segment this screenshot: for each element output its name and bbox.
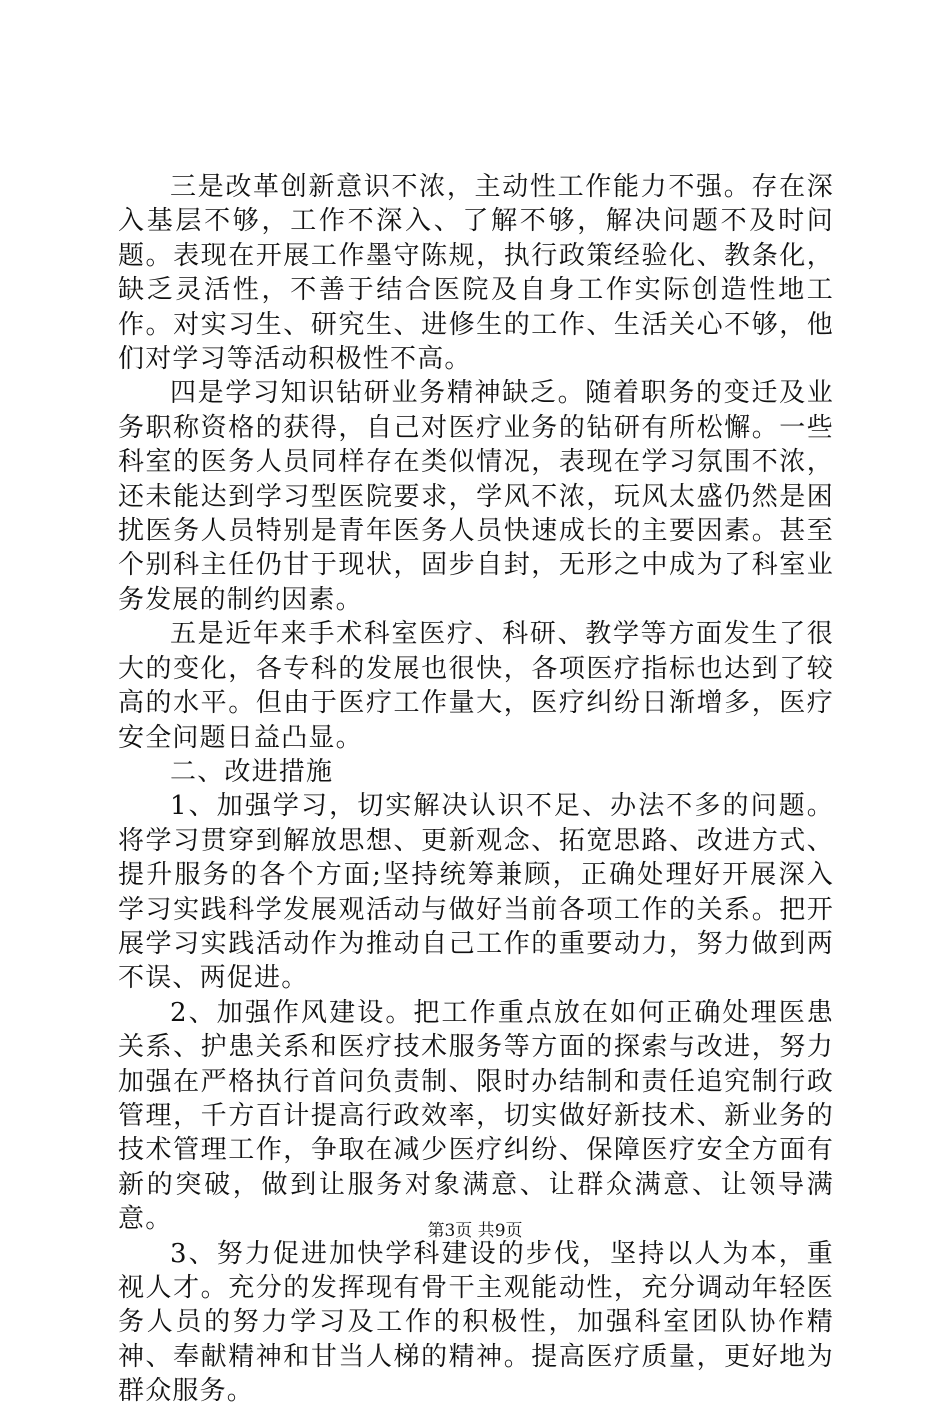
page-number-footer: 第3页 共9页 bbox=[427, 1221, 523, 1241]
paragraph-measure-2: 2、加强作风建设。把工作重点放在如何正确处理医患关系、护患关系和医疗技术服务等方面的探索与改进，努力加强在严格执行首问负责制、限时办结制和责任追究制行政管理，千方百计提高行政效率，切实做好新技术、新业务的技术管理工作，争取在减少医疗纠纷、保障医疗安全方面有新的突破，做到让服务对象满意、让群众满意、让领导满意。 bbox=[118, 997, 834, 1235]
paragraph-problem-4: 四是学习知识钻研业务精神缺乏。随着职务的变迁及业务职称资格的获得，自己对医疗业务的钻研有所松懈。一些科室的医务人员同样存在类似情况，表现在学习氛围不浓，还未能达到学习型医院要求，学风不浓，玩风太盛仍然是困扰医务人员特别是青年医务人员快速成长的主要因素。甚至个别科主任仍甘于现状，固步自封，无形之中成为了科室业务发展的制约因素。 bbox=[118, 378, 834, 615]
paragraph-measure-1: 1、加强学习，切实解决认识不足、办法不多的问题。将学习贯穿到解放思想、更新观念、拓宽思路、改进方式、提升服务的各个方面;坚持统筹兼顾，正确处理好开展深入学习实践科学发展观活动与做好当前各项工作的关系。把开展学习实践活动作为推动自己工作的重要动力，努力做到两不误、两促进。 bbox=[118, 791, 834, 994]
paragraph-measure-3: 3、努力促进加快学科建设的步伐，坚持以人为本，重视人才。充分的发挥现有骨干主观能动性，充分调动年轻医务人员的努力学习及工作的积极性，加强科室团队协作精神、奉献精神和甘当人梯的精神。提高医疗质量，更好地为群众服务。 bbox=[118, 1238, 834, 1407]
paragraph-problem-3: 三是改革创新意识不浓，主动性工作能力不强。存在深入基层不够，工作不深入、了解不够，解决问题不及时问题。表现在开展工作墨守陈规，执行政策经验化、教条化，缺乏灵活性，不善于结合医院及自身工作实际创造性地工作。对实习生、研究生、进修生的工作、生活关心不够，他们对学习等活动积极性不高。 bbox=[118, 172, 834, 375]
paragraph-problem-5: 五是近年来手术科室医疗、科研、教学等方面发生了很大的变化，各专科的发展也很快，各项医疗指标也达到了较高的水平。但由于医疗工作量大，医疗纠纷日渐增多，医疗安全问题日益凸显。 bbox=[118, 619, 834, 753]
section-heading-improvements: 二、改进措施 bbox=[170, 756, 334, 787]
